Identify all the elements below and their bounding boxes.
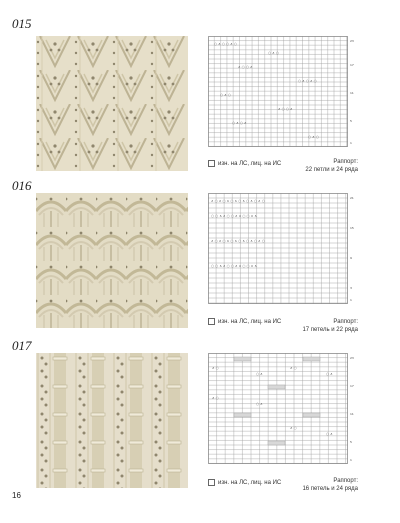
svg-text:17: 17 bbox=[350, 63, 354, 67]
legend-text: изн. на ЛС, лиц. на ИС bbox=[218, 160, 282, 167]
svg-text:15: 15 bbox=[350, 226, 354, 230]
legend-text: изн. на ЛС, лиц. на ИС bbox=[218, 318, 282, 325]
rapport-value: 22 петли и 24 ряда bbox=[305, 167, 358, 173]
purl-symbol-icon bbox=[208, 160, 215, 167]
svg-text:○ ∧: ○ ∧ bbox=[256, 372, 263, 376]
page-number: 16 bbox=[12, 491, 21, 500]
svg-text:1: 1 bbox=[350, 141, 352, 145]
svg-text:○ ∧ ○: ○ ∧ ○ bbox=[308, 135, 319, 139]
knit-sample-photo bbox=[36, 36, 188, 171]
svg-text:23: 23 bbox=[350, 39, 354, 43]
svg-text:○ ∧: ○ ∧ bbox=[326, 432, 333, 436]
svg-text:5: 5 bbox=[350, 440, 352, 444]
pattern-number: 017 bbox=[12, 338, 32, 353]
svg-text:○ ∧ ○ ○ ∧ ○: ○ ∧ ○ ○ ∧ ○ bbox=[214, 42, 237, 46]
rapport-info bbox=[302, 318, 358, 334]
svg-text:9: 9 bbox=[350, 256, 352, 260]
svg-text:∧ ○ ∧ ○ ∧ ○ ∧ ○ ∧ ○ ∧ ○ ∧ ○: ∧ ○ ∧ ○ ∧ ○ ∧ ○ ∧ ○ ∧ ○ ∧ ○ bbox=[211, 239, 265, 243]
rapport-info bbox=[305, 158, 358, 174]
purl-symbol-icon bbox=[208, 479, 215, 486]
rapport-value: 17 петель и 22 ряда bbox=[302, 327, 358, 333]
rapport-info bbox=[302, 477, 358, 493]
svg-text:5: 5 bbox=[350, 119, 352, 123]
svg-text:○ ○ ∧ ∧ ○ ○ ∧ ∧ ○ ○ ∧ ∧: ○ ○ ∧ ∧ ○ ○ ∧ ∧ ○ ○ ∧ ∧ bbox=[211, 214, 257, 218]
knitting-chart bbox=[208, 193, 359, 305]
chart-legend bbox=[208, 160, 281, 167]
svg-text:11: 11 bbox=[350, 91, 354, 95]
svg-text:○ ○ ∧ ∧ ○ ○ ∧ ∧ ○ ○ ∧ ∧: ○ ○ ∧ ∧ ○ ○ ∧ ∧ ○ ○ ∧ ∧ bbox=[211, 264, 257, 268]
rapport-label: Раппорт: bbox=[333, 319, 358, 325]
knitting-chart bbox=[208, 36, 359, 148]
svg-text:○ ∧ ○: ○ ∧ ○ bbox=[268, 51, 279, 55]
svg-text:17: 17 bbox=[350, 384, 354, 388]
svg-text:∧ ○: ∧ ○ bbox=[290, 366, 297, 370]
svg-text:11: 11 bbox=[350, 412, 354, 416]
svg-text:∧ ○ ○ ∧: ∧ ○ ○ ∧ bbox=[278, 107, 293, 111]
svg-text:∧ ○: ∧ ○ bbox=[290, 426, 297, 430]
svg-text:∧ ○ ○ ∧: ∧ ○ ○ ∧ bbox=[238, 65, 253, 69]
pattern-number: 016 bbox=[12, 178, 32, 193]
svg-text:1: 1 bbox=[350, 298, 352, 302]
pattern-number: 015 bbox=[12, 16, 32, 31]
svg-text:21: 21 bbox=[350, 196, 354, 200]
knit-sample-photo bbox=[36, 353, 188, 488]
svg-text:1: 1 bbox=[350, 458, 352, 462]
svg-text:○ ∧ ○: ○ ∧ ○ bbox=[220, 93, 231, 97]
rapport-value: 16 петель и 24 ряда bbox=[302, 486, 358, 492]
rapport-label: Раппорт: bbox=[333, 478, 358, 484]
knitting-chart bbox=[208, 353, 359, 465]
purl-symbol-icon bbox=[208, 318, 215, 325]
rapport-label: Раппорт: bbox=[333, 159, 358, 165]
chart-legend bbox=[208, 318, 281, 325]
svg-text:∧ ○ ∧ ○ ∧ ○ ∧ ○ ∧ ○ ∧ ○ ∧ ○: ∧ ○ ∧ ○ ∧ ○ ∧ ○ ∧ ○ ∧ ○ ∧ ○ bbox=[211, 199, 265, 203]
svg-text:○ ∧ ○ ∧ ○: ○ ∧ ○ ∧ ○ bbox=[298, 79, 317, 83]
svg-text:23: 23 bbox=[350, 356, 354, 360]
legend-text: изн. на ЛС, лиц. на ИС bbox=[218, 479, 282, 486]
chart-legend bbox=[208, 479, 281, 486]
svg-text:○ ∧: ○ ∧ bbox=[326, 372, 333, 376]
svg-text:○ ∧ ○ ∧: ○ ∧ ○ ∧ bbox=[232, 121, 247, 125]
svg-text:○ ∧: ○ ∧ bbox=[256, 402, 263, 406]
svg-text:3: 3 bbox=[350, 286, 352, 290]
knit-sample-photo bbox=[36, 193, 188, 328]
svg-text:∧ ○: ∧ ○ bbox=[212, 396, 219, 400]
svg-text:∧ ○: ∧ ○ bbox=[212, 366, 219, 370]
